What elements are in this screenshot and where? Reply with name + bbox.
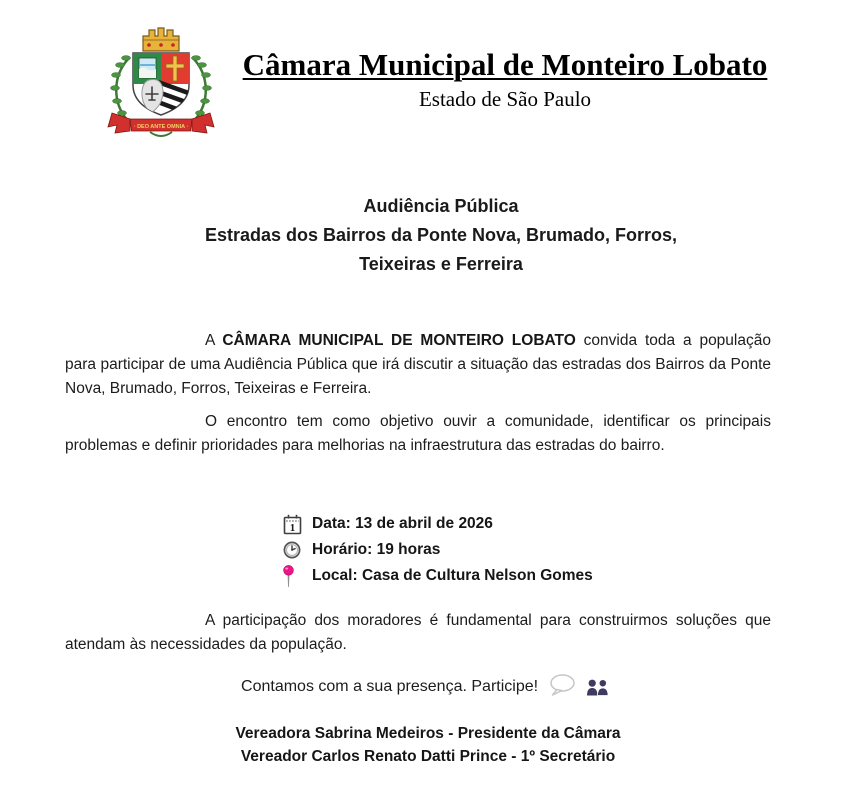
detail-date-text: Data: 13 de abril de 2026 — [312, 515, 493, 532]
calendar-day-number: 1 — [289, 521, 296, 534]
crest-motto: · DEO ANTE OMNIA · — [133, 124, 189, 130]
p1-before: A — [205, 332, 223, 349]
announcement-heading — [65, 192, 771, 279]
paragraph-objective: O encontro tem como objetivo ouvir a comunidade, identificar os principais problemas e definir prioridades para melhorias na infraestrutura das estradas do bairro. — [65, 413, 771, 454]
signature-president: Vereadora Sabrina Medeiros - Presidente da Câmara — [235, 725, 621, 742]
paragraph-participation: A participação dos moradores é fundamental para construirmos soluções que atendam às necessidades da população. — [65, 612, 771, 653]
closing-text: Contamos com a sua presença. Participe! — [241, 678, 539, 695]
detail-location-row — [283, 563, 593, 589]
event-details-list — [283, 511, 593, 589]
detail-time-text: Horário: 19 horas — [312, 541, 441, 558]
detail-location-text: Local: Casa de Cultura Nelson Gomes — [312, 567, 593, 584]
header-text-block — [222, 25, 788, 112]
signatures-block — [65, 722, 771, 768]
speech-balloon-icon — [549, 674, 576, 701]
org-name-bold: CÂMARA MUNICIPAL DE MONTEIRO LOBATO — [222, 332, 576, 349]
calendar-icon — [283, 514, 305, 535]
people-icon — [586, 679, 609, 701]
p1-after: convida toda a população para participar de uma Audiência Pública que irá discutir a situação das estradas dos Bairros da Ponte Nova, Brumado, Forros, Teixeiras e Ferreira. — [65, 332, 771, 397]
municipal-coat-of-arms — [100, 25, 222, 141]
document-header — [100, 25, 788, 141]
location-pin-icon — [283, 565, 305, 588]
heading-line-3: Teixeiras e Ferreira — [359, 254, 523, 274]
paragraph-invitation — [65, 329, 771, 401]
page-subtitle: Estado de São Paulo — [418, 87, 592, 111]
page-title: Câmara Municipal de Monteiro Lobato — [242, 47, 768, 82]
crest-shield — [133, 53, 194, 115]
detail-date-row — [283, 511, 593, 537]
heading-line-2: Estradas dos Bairros da Ponte Nova, Brumado, Forros, — [204, 225, 678, 245]
clock-icon — [283, 541, 305, 559]
heading-line-1: Audiência Pública — [363, 196, 519, 216]
signature-secretary: Vereador Carlos Renato Datti Prince - 1º Secretário — [240, 748, 616, 765]
detail-time-row — [283, 537, 593, 563]
mural-crown — [143, 28, 179, 51]
closing-line — [65, 674, 771, 701]
